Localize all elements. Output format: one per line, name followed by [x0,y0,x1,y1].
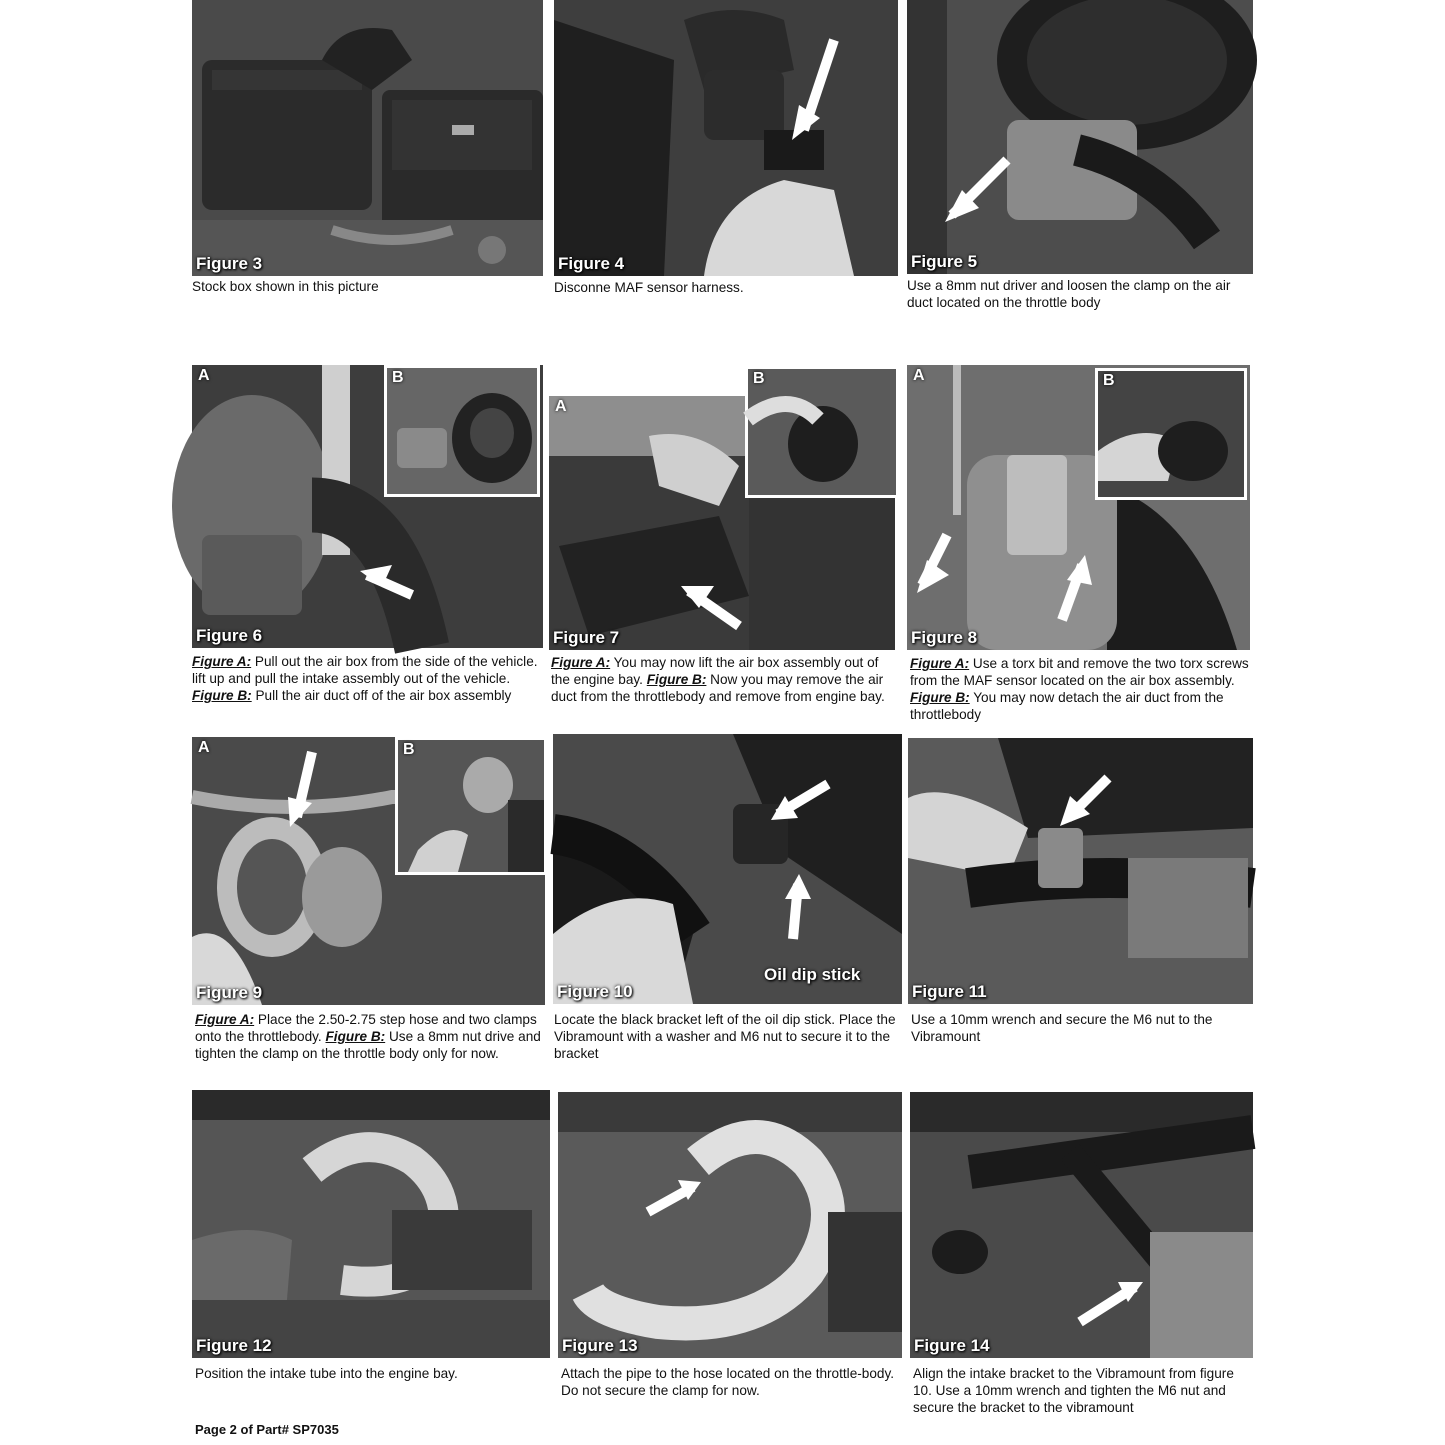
figure-11-caption: Use a 10mm wrench and secure the M6 nut to the Vibramount [911,1012,1213,1044]
figure-10-caption: Locate the black bracket left of the oil dip stick. Place the Vibramount with a washer and M6 nut to secure it to the bracket [554,1012,896,1061]
caption-figure-a-label: Figure A: [551,655,611,670]
figure-14-photo [910,1092,1253,1358]
figure-3-caption: Stock box shown in this picture [192,279,379,294]
caption-figure-a-label: Figure A: [192,654,252,669]
panel-label-a: A [198,367,210,384]
caption-figure-a-text: Place the 2.50-2.75 step hose and two clamps onto the throttlebody. [195,1012,537,1044]
panel-label-a: A [555,398,567,415]
page-footer: Page 2 of Part# SP7035 [195,1422,339,1437]
figure-7-caption [551,654,897,705]
figure-13-caption: Attach the pipe to the hose located on the throttle-body. Do not secure the clamp for now. [561,1366,895,1398]
figure-label: Figure 4 [558,254,625,273]
caption-figure-b-label: Figure B: [192,688,252,703]
figure-3-photo [192,0,543,276]
figure-13-photo [558,1092,902,1358]
figure-12-photo [192,1090,550,1358]
figure-label: Figure 7 [553,628,620,647]
caption-figure-a-text: You may now lift the air box assembly out of the engine bay. [551,655,879,687]
caption-figure-b-text: Now you may remove the air duct from the throttlebody and remove from engine bay. [551,672,885,704]
caption-figure-a-label: Figure A: [195,1012,255,1027]
caption-figure-b-text: Use a 8mm nut drive and tighten the clamp on the throttle body only for now. [195,1029,541,1061]
figure-7-inset [745,366,899,498]
figure-label: Figure 10 [557,982,633,1001]
figure-8-photo [907,365,1250,650]
caption-figure-a-text: Use a torx bit and remove the two torx screws from the MAF sensor located on the air box assembly. [910,656,1249,688]
figure-8-caption [910,655,1250,723]
caption-figure-b-text: Pull the air duct off of the air box assembly [251,688,512,703]
caption-figure-b-label: Figure B: [646,672,707,687]
figure-5-caption: Use a 8mm nut driver and loosen the clamp on the air duct located on the throttle body [907,278,1231,310]
figure-8-inset [1095,368,1247,500]
figure-7-photo [549,370,895,650]
figure-label: Figure 14 [914,1336,990,1355]
caption-figure-b-text: You may now detach the air duct from the throttlebody [910,690,1224,722]
figure-9-inset [395,737,547,875]
figure-12-caption: Position the intake tube into the engine bay. [195,1366,458,1381]
caption-figure-a-text: Pull out the air box from the side of the vehicle. lift up and pull the intake assembly out of the vehicle. [192,654,538,686]
figure-9-caption [195,1011,545,1062]
caption-figure-a-label: Figure A: [910,656,970,671]
figure-label: Figure 5 [911,252,978,271]
figure-6-caption [192,653,543,704]
figure-label: Figure 9 [196,983,263,1002]
figure-9-photo [192,737,545,1005]
panel-label-a: A [198,739,210,756]
figure-label: Figure 3 [196,254,263,273]
figure-4-photo [554,0,898,276]
oil-dip-stick-label: Oil dip stick [764,965,861,984]
figure-10-photo [553,734,902,1004]
panel-label-a: A [913,367,925,384]
figure-5-photo [907,0,1253,274]
panel-label-b: B [753,370,765,387]
panel-label-b: B [392,369,404,386]
figure-label: Figure 11 [912,982,987,1001]
figure-label: Figure 8 [911,628,978,647]
panel-label-b: B [403,741,415,758]
caption-figure-b-label: Figure B: [325,1029,386,1044]
figure-14-caption: Align the intake bracket to the Vibramount from figure 10. Use a 10mm wrench and tighten the M6 nut and secure the bracket to the vibramount [913,1366,1234,1415]
figure-label: Figure 12 [196,1336,272,1355]
figure-6-inset [384,365,540,497]
figure-4-caption: Disconne MAF sensor harness. [554,280,744,295]
caption-figure-b-label: Figure B: [910,690,970,705]
figure-label: Figure 6 [196,626,263,645]
panel-label-b: B [1103,372,1115,389]
figure-11-photo [908,738,1253,1004]
figure-label: Figure 13 [562,1336,638,1355]
figure-6-photo [192,365,543,648]
